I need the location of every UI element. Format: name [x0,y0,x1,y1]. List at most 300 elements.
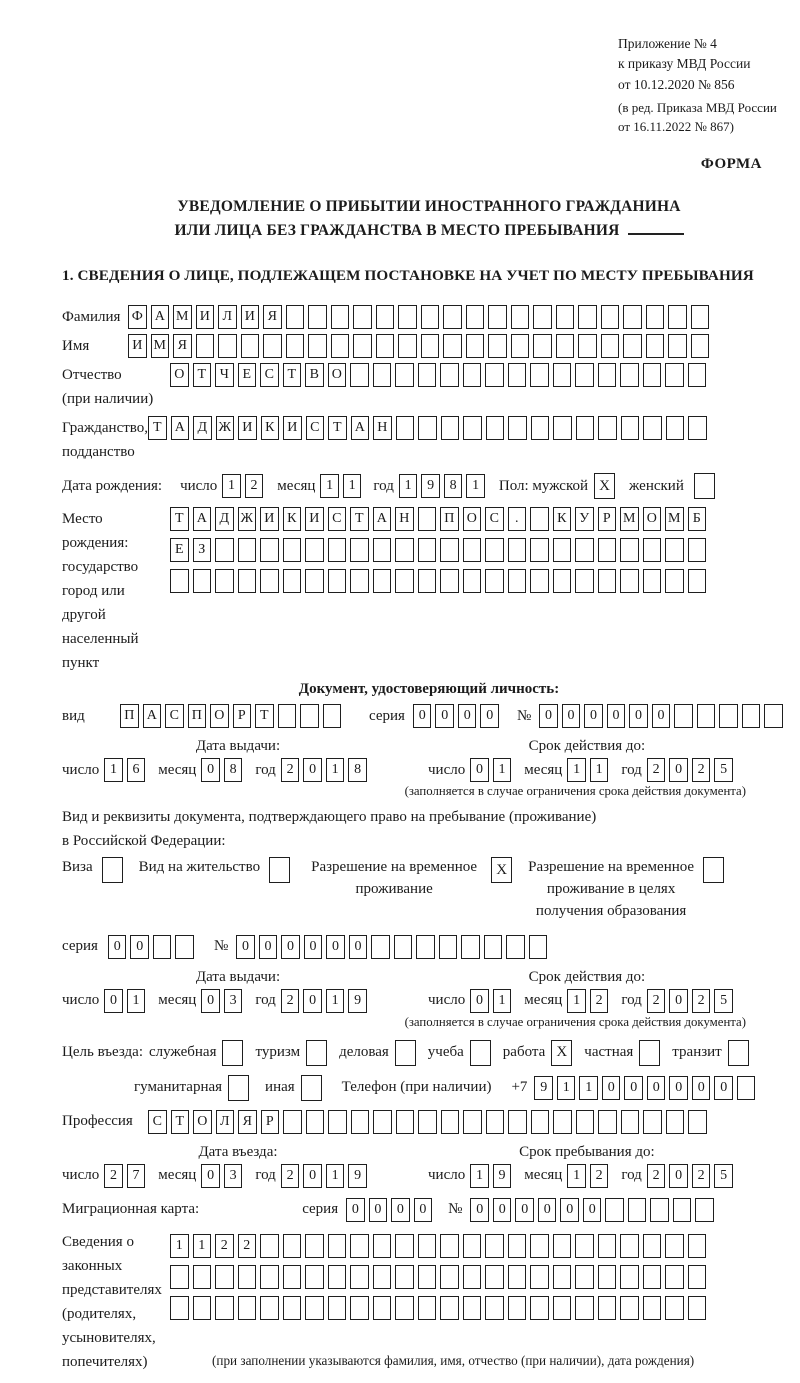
char-box[interactable]: А [351,416,370,440]
char-box[interactable] [576,416,595,440]
char-box[interactable] [373,363,392,387]
char-box[interactable] [665,1265,684,1289]
char-box[interactable]: 2 [647,1164,666,1188]
char-box[interactable] [488,305,507,329]
char-box[interactable] [688,1296,707,1320]
char-box[interactable]: 1 [343,474,362,498]
char-box[interactable] [395,1040,416,1066]
char-box[interactable]: 2 [281,989,300,1013]
char-box[interactable]: 0 [669,758,688,782]
char-box[interactable]: 0 [304,935,323,959]
char-box[interactable] [553,1234,572,1258]
char-box[interactable] [470,1040,491,1066]
char-box[interactable] [328,1296,347,1320]
char-box[interactable] [643,1265,662,1289]
char-box[interactable] [463,416,482,440]
char-box[interactable]: М [151,334,170,358]
char-box[interactable]: 1 [493,989,512,1013]
char-box[interactable]: С [306,416,325,440]
char-box[interactable] [463,1234,482,1258]
char-box[interactable] [398,305,417,329]
char-box[interactable] [703,857,724,883]
char-box[interactable] [486,416,505,440]
char-box[interactable] [353,305,372,329]
char-box[interactable] [466,305,485,329]
char-box[interactable]: . [508,507,527,531]
char-box[interactable] [486,1110,505,1134]
char-box[interactable] [418,1296,437,1320]
char-box[interactable]: 0 [480,704,499,728]
char-box[interactable]: П [188,704,207,728]
char-box[interactable] [421,334,440,358]
char-box[interactable] [578,334,597,358]
char-box[interactable] [668,334,687,358]
char-box[interactable] [328,1234,347,1258]
char-box[interactable]: 0 [560,1198,579,1222]
char-box[interactable] [418,1110,437,1134]
char-box[interactable]: 0 [413,704,432,728]
char-box[interactable] [376,305,395,329]
char-box[interactable]: Р [233,704,252,728]
char-box[interactable] [305,538,324,562]
char-box[interactable]: Е [170,538,189,562]
char-box[interactable]: 0 [669,1076,688,1100]
char-box[interactable]: 0 [470,758,489,782]
char-box[interactable]: И [305,507,324,531]
char-box[interactable]: Л [218,305,237,329]
char-box[interactable]: 1 [326,989,345,1013]
char-box[interactable] [575,363,594,387]
char-box[interactable]: 2 [215,1234,234,1258]
char-box[interactable] [598,1296,617,1320]
char-box[interactable] [269,857,290,883]
char-box[interactable] [418,538,437,562]
char-box[interactable]: 9 [493,1164,512,1188]
char-box[interactable]: 0 [259,935,278,959]
char-box[interactable] [666,416,685,440]
char-box[interactable] [620,538,639,562]
char-box[interactable]: X [491,857,512,883]
char-box[interactable] [643,538,662,562]
char-box[interactable] [260,569,279,593]
char-box[interactable] [238,569,257,593]
char-box[interactable] [605,1198,624,1222]
char-box[interactable]: 0 [470,1198,489,1222]
char-box[interactable] [674,704,693,728]
char-box[interactable] [300,704,319,728]
char-box[interactable]: X [594,473,615,499]
char-box[interactable] [575,1265,594,1289]
char-box[interactable] [440,1265,459,1289]
char-box[interactable] [623,305,642,329]
char-box[interactable] [620,1265,639,1289]
char-box[interactable] [461,935,480,959]
char-box[interactable] [533,334,552,358]
char-box[interactable] [396,416,415,440]
char-box[interactable] [598,538,617,562]
char-box[interactable]: 1 [399,474,418,498]
char-box[interactable]: 0 [346,1198,365,1222]
char-box[interactable]: 1 [567,1164,586,1188]
char-box[interactable]: С [260,363,279,387]
char-box[interactable]: А [193,507,212,531]
char-box[interactable]: И [196,305,215,329]
char-box[interactable]: Р [598,507,617,531]
char-box[interactable] [530,363,549,387]
char-box[interactable] [530,569,549,593]
char-box[interactable]: 9 [348,1164,367,1188]
char-box[interactable] [666,1110,685,1134]
char-box[interactable] [530,1234,549,1258]
char-box[interactable] [665,363,684,387]
char-box[interactable]: С [328,507,347,531]
char-box[interactable] [278,704,297,728]
char-box[interactable] [643,416,662,440]
char-box[interactable] [395,363,414,387]
char-box[interactable] [575,538,594,562]
char-box[interactable] [598,1110,617,1134]
char-box[interactable] [646,305,665,329]
char-box[interactable]: 0 [303,1164,322,1188]
char-box[interactable] [530,1296,549,1320]
char-box[interactable] [553,416,572,440]
char-box[interactable] [395,1234,414,1258]
char-box[interactable] [688,363,707,387]
char-box[interactable] [463,1296,482,1320]
char-box[interactable]: Р [261,1110,280,1134]
char-box[interactable] [286,334,305,358]
char-box[interactable] [193,569,212,593]
char-box[interactable] [688,416,707,440]
char-box[interactable] [530,538,549,562]
char-box[interactable] [598,569,617,593]
char-box[interactable] [301,1075,322,1101]
char-box[interactable] [373,1234,392,1258]
char-box[interactable]: Я [263,305,282,329]
char-box[interactable] [643,569,662,593]
char-box[interactable]: 0 [104,989,123,1013]
char-box[interactable] [485,538,504,562]
char-box[interactable] [688,1110,707,1134]
char-box[interactable] [283,1110,302,1134]
char-box[interactable] [598,1265,617,1289]
char-box[interactable]: 0 [130,935,149,959]
char-box[interactable]: О [463,507,482,531]
char-box[interactable] [395,1296,414,1320]
char-box[interactable]: М [620,507,639,531]
char-box[interactable] [215,1296,234,1320]
char-box[interactable] [691,334,710,358]
char-box[interactable]: 0 [629,704,648,728]
char-box[interactable]: И [238,416,257,440]
char-box[interactable] [508,569,527,593]
char-box[interactable]: С [485,507,504,531]
char-box[interactable]: 1 [320,474,339,498]
char-box[interactable] [530,1265,549,1289]
char-box[interactable] [553,538,572,562]
char-box[interactable]: 0 [281,935,300,959]
char-box[interactable] [215,569,234,593]
char-box[interactable] [308,305,327,329]
char-box[interactable] [350,538,369,562]
char-box[interactable] [728,1040,749,1066]
char-box[interactable]: 2 [590,1164,609,1188]
char-box[interactable] [286,305,305,329]
char-box[interactable]: 5 [714,758,733,782]
char-box[interactable] [396,1110,415,1134]
char-box[interactable] [196,334,215,358]
char-box[interactable] [331,305,350,329]
char-box[interactable]: И [260,507,279,531]
char-box[interactable]: 1 [557,1076,576,1100]
char-box[interactable]: 0 [538,1198,557,1222]
char-box[interactable]: 0 [435,704,454,728]
char-box[interactable] [531,1110,550,1134]
char-box[interactable]: 5 [714,989,733,1013]
char-box[interactable] [418,1265,437,1289]
char-box[interactable] [215,1265,234,1289]
char-box[interactable] [373,1265,392,1289]
char-box[interactable] [238,538,257,562]
char-box[interactable] [646,334,665,358]
char-box[interactable]: 0 [458,704,477,728]
char-box[interactable] [440,569,459,593]
char-box[interactable]: 2 [647,989,666,1013]
char-box[interactable]: 0 [602,1076,621,1100]
char-box[interactable] [719,704,738,728]
char-box[interactable] [665,538,684,562]
char-box[interactable] [556,334,575,358]
char-box[interactable] [688,1265,707,1289]
char-box[interactable]: Т [328,416,347,440]
char-box[interactable]: 0 [714,1076,733,1100]
char-box[interactable] [575,1296,594,1320]
char-box[interactable]: 2 [590,989,609,1013]
char-box[interactable]: X [551,1040,572,1066]
char-box[interactable]: А [171,416,190,440]
char-box[interactable] [463,1265,482,1289]
char-box[interactable] [488,334,507,358]
char-box[interactable] [441,416,460,440]
char-box[interactable]: 1 [127,989,146,1013]
char-box[interactable] [373,569,392,593]
char-box[interactable] [620,569,639,593]
char-box[interactable]: 2 [281,758,300,782]
char-box[interactable] [530,507,549,531]
char-box[interactable] [443,305,462,329]
char-box[interactable]: З [193,538,212,562]
char-box[interactable] [508,363,527,387]
char-box[interactable]: 9 [421,474,440,498]
char-box[interactable] [485,1296,504,1320]
char-box[interactable] [553,1110,572,1134]
char-box[interactable]: 0 [391,1198,410,1222]
char-box[interactable]: Т [148,416,167,440]
char-box[interactable]: 0 [236,935,255,959]
char-box[interactable]: П [440,507,459,531]
char-box[interactable]: 2 [647,758,666,782]
char-box[interactable] [688,569,707,593]
char-box[interactable] [153,935,172,959]
char-box[interactable]: К [283,507,302,531]
char-box[interactable]: О [193,1110,212,1134]
char-box[interactable]: 7 [127,1164,146,1188]
char-box[interactable] [737,1076,756,1100]
char-box[interactable] [665,1234,684,1258]
char-box[interactable] [418,1234,437,1258]
char-box[interactable] [463,1110,482,1134]
char-box[interactable]: 0 [647,1076,666,1100]
char-box[interactable] [102,857,123,883]
char-box[interactable] [485,569,504,593]
char-box[interactable] [215,538,234,562]
char-box[interactable]: 2 [245,474,264,498]
char-box[interactable]: П [120,704,139,728]
char-box[interactable] [193,1265,212,1289]
char-box[interactable] [508,1234,527,1258]
char-box[interactable] [621,1110,640,1134]
char-box[interactable]: К [261,416,280,440]
char-box[interactable] [283,569,302,593]
char-box[interactable]: Я [238,1110,257,1134]
char-box[interactable]: О [643,507,662,531]
char-box[interactable] [485,1234,504,1258]
char-box[interactable] [531,416,550,440]
char-box[interactable]: У [575,507,594,531]
char-box[interactable] [328,1265,347,1289]
char-box[interactable] [331,334,350,358]
char-box[interactable]: 0 [326,935,345,959]
char-box[interactable]: 0 [108,935,127,959]
char-box[interactable] [395,538,414,562]
char-box[interactable] [665,1296,684,1320]
char-box[interactable]: 3 [224,1164,243,1188]
char-box[interactable] [485,363,504,387]
char-box[interactable] [665,569,684,593]
char-box[interactable] [533,305,552,329]
char-box[interactable]: 6 [127,758,146,782]
char-box[interactable] [511,305,530,329]
char-box[interactable] [643,363,662,387]
char-box[interactable] [639,1040,660,1066]
char-box[interactable]: 2 [238,1234,257,1258]
char-box[interactable] [353,334,372,358]
char-box[interactable]: 0 [493,1198,512,1222]
char-box[interactable] [529,935,548,959]
char-box[interactable] [694,473,715,499]
char-box[interactable]: 1 [470,1164,489,1188]
char-box[interactable] [575,1234,594,1258]
char-box[interactable] [305,1234,324,1258]
char-box[interactable]: 8 [348,758,367,782]
char-box[interactable]: А [143,704,162,728]
char-box[interactable]: Ж [238,507,257,531]
char-box[interactable] [643,1234,662,1258]
char-box[interactable] [443,334,462,358]
char-box[interactable] [228,1075,249,1101]
char-box[interactable] [283,538,302,562]
char-box[interactable] [508,538,527,562]
char-box[interactable]: 2 [692,989,711,1013]
char-box[interactable]: 8 [224,758,243,782]
char-box[interactable]: 0 [303,758,322,782]
char-box[interactable] [764,704,783,728]
char-box[interactable] [398,334,417,358]
char-box[interactable]: 1 [104,758,123,782]
char-box[interactable] [373,538,392,562]
char-box[interactable] [643,1296,662,1320]
char-box[interactable] [418,416,437,440]
char-box[interactable]: 1 [567,758,586,782]
char-box[interactable] [553,363,572,387]
char-box[interactable] [283,1234,302,1258]
char-box[interactable] [418,569,437,593]
char-box[interactable] [620,1234,639,1258]
char-box[interactable] [556,305,575,329]
char-box[interactable] [260,1234,279,1258]
char-box[interactable]: М [665,507,684,531]
char-box[interactable] [373,1296,392,1320]
char-box[interactable] [351,1110,370,1134]
char-box[interactable] [170,1296,189,1320]
char-box[interactable]: 0 [652,704,671,728]
char-box[interactable] [263,334,282,358]
char-box[interactable]: 9 [348,989,367,1013]
char-box[interactable]: 0 [562,704,581,728]
char-box[interactable]: 1 [222,474,241,498]
char-box[interactable]: Ф [128,305,147,329]
char-box[interactable]: 0 [470,989,489,1013]
char-box[interactable] [283,1296,302,1320]
char-box[interactable]: 0 [515,1198,534,1222]
char-box[interactable]: О [210,704,229,728]
char-box[interactable]: 1 [326,1164,345,1188]
char-box[interactable]: 2 [281,1164,300,1188]
char-box[interactable] [373,1110,392,1134]
char-box[interactable]: Ж [216,416,235,440]
char-box[interactable] [575,569,594,593]
char-box[interactable] [218,334,237,358]
char-box[interactable] [371,935,390,959]
char-box[interactable] [350,1265,369,1289]
char-box[interactable] [260,1296,279,1320]
char-box[interactable] [578,305,597,329]
char-box[interactable] [328,1110,347,1134]
char-box[interactable] [508,1110,527,1134]
char-box[interactable]: 0 [349,935,368,959]
char-box[interactable]: 1 [590,758,609,782]
char-box[interactable] [598,1234,617,1258]
char-box[interactable] [376,334,395,358]
char-box[interactable] [697,704,716,728]
char-box[interactable]: А [151,305,170,329]
char-box[interactable] [484,935,503,959]
char-box[interactable] [688,538,707,562]
char-box[interactable] [668,305,687,329]
char-box[interactable]: 8 [444,474,463,498]
char-box[interactable] [508,1296,527,1320]
char-box[interactable]: А [373,507,392,531]
char-box[interactable] [175,935,194,959]
char-box[interactable] [620,1296,639,1320]
char-box[interactable] [395,1265,414,1289]
char-box[interactable] [439,935,458,959]
char-box[interactable] [621,416,640,440]
char-box[interactable]: 1 [170,1234,189,1258]
char-box[interactable] [673,1198,692,1222]
char-box[interactable]: И [283,416,302,440]
char-box[interactable] [418,363,437,387]
